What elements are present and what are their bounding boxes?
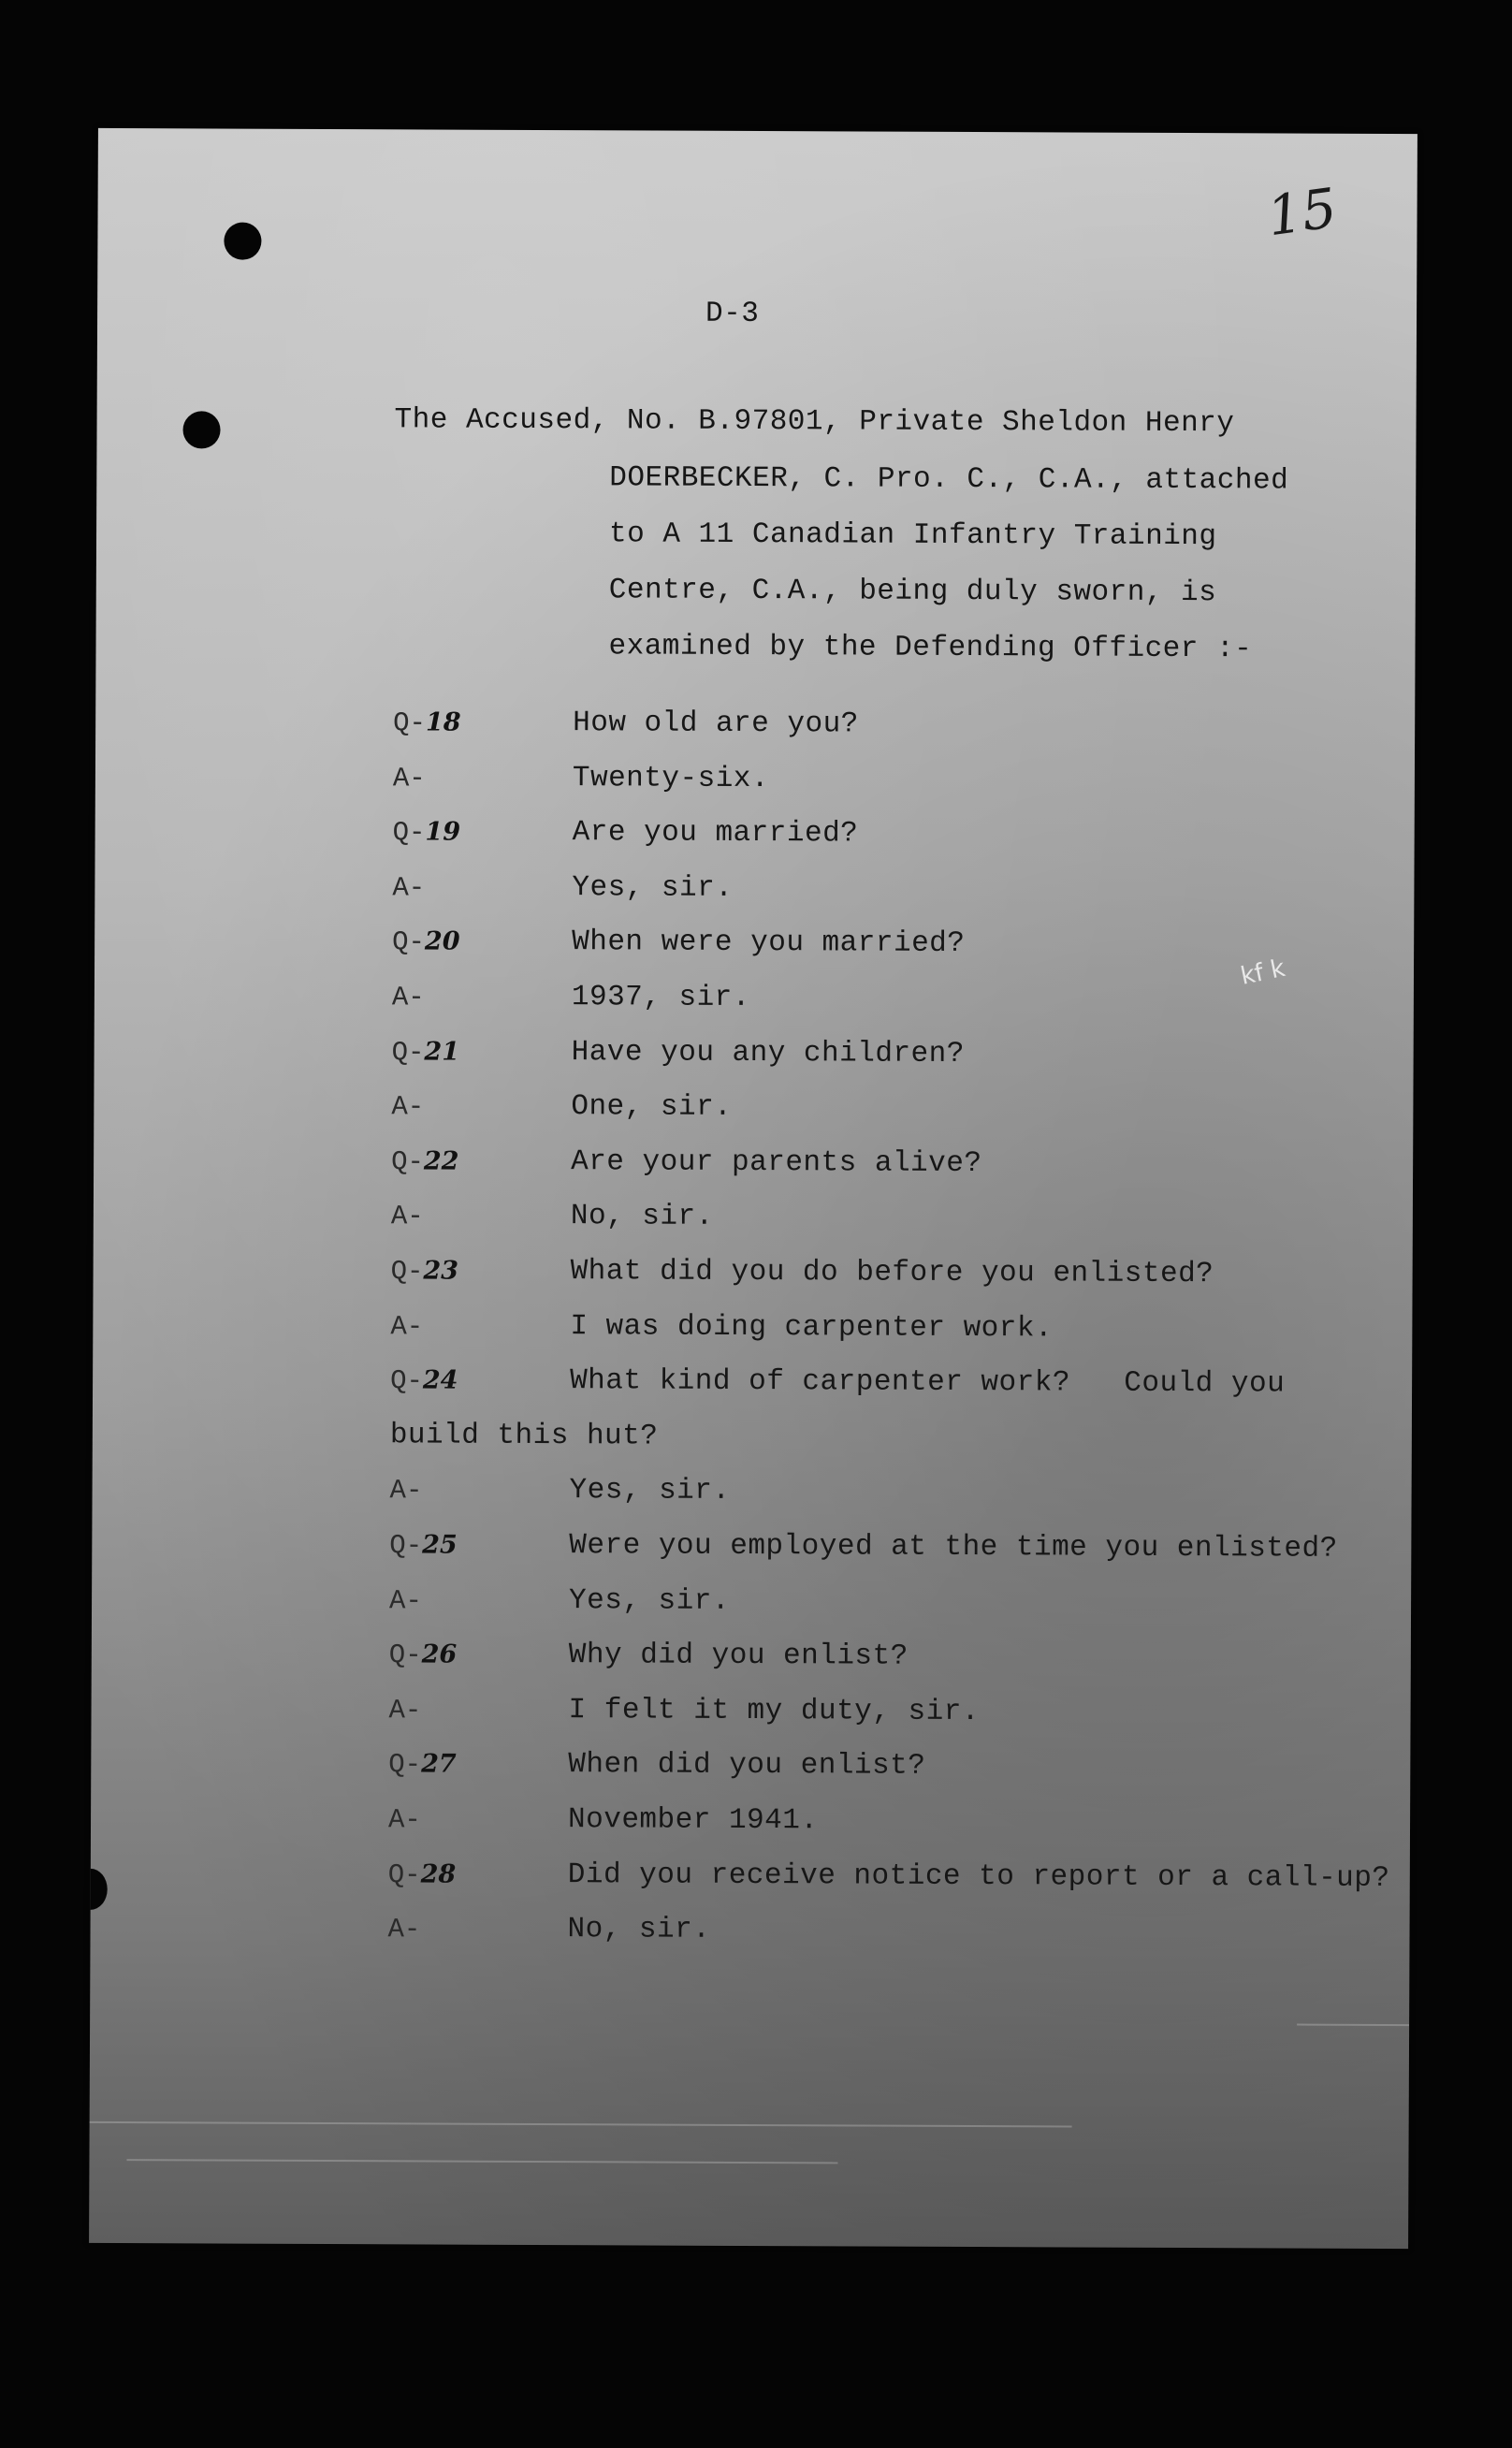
qa-text: Were you employed at the time you enlisted? bbox=[569, 1529, 1338, 1566]
qa-label: Q-26 bbox=[388, 1639, 458, 1671]
qa-text: One, sir. bbox=[571, 1090, 733, 1124]
qa-text-continuation: build this hut? bbox=[389, 1419, 659, 1453]
qa-label: Q-18 bbox=[393, 707, 461, 739]
handwritten-question-number: 27 bbox=[421, 1749, 457, 1779]
qa-label: Q-19 bbox=[392, 817, 461, 849]
handwritten-question-number: 23 bbox=[423, 1256, 459, 1286]
punch-hole bbox=[224, 223, 261, 260]
scan-streak bbox=[1297, 2024, 1409, 2027]
handwritten-question-number: 19 bbox=[425, 817, 461, 847]
qa-label: A- bbox=[391, 982, 425, 1013]
qa-label: A- bbox=[388, 1695, 422, 1727]
qa-label: A- bbox=[392, 763, 426, 794]
qa-text: Why did you enlist? bbox=[568, 1639, 909, 1673]
handwritten-question-number: 21 bbox=[424, 1037, 460, 1067]
handwritten-question-number: 18 bbox=[425, 707, 461, 737]
qa-text: When did you enlist? bbox=[568, 1748, 926, 1783]
intro-line: to A 11 Canadian Infantry Training bbox=[608, 517, 1217, 554]
qa-label: Q-27 bbox=[388, 1749, 457, 1781]
qa-label: A- bbox=[389, 1585, 422, 1617]
intro-line: The Accused, No. B.97801, Private Sheldon Henry bbox=[394, 403, 1235, 441]
qa-label: Q-20 bbox=[392, 926, 460, 958]
handwritten-question-number: 28 bbox=[420, 1859, 457, 1889]
qa-text: November 1941. bbox=[567, 1803, 819, 1838]
qa-text: Are your parents alive? bbox=[571, 1145, 982, 1181]
qa-text: No, sir. bbox=[570, 1200, 714, 1233]
qa-text: Have you any children? bbox=[571, 1036, 965, 1071]
qa-text: When were you married? bbox=[572, 925, 966, 960]
scan-streak bbox=[90, 2121, 1072, 2128]
handwritten-question-number: 20 bbox=[424, 926, 460, 956]
qa-text: Yes, sir. bbox=[572, 871, 734, 905]
qa-text: Did you receive notice to report or a call-up? bbox=[567, 1858, 1390, 1895]
qa-text: No, sir. bbox=[567, 1913, 711, 1946]
qa-text: What kind of carpenter work? Could you bbox=[570, 1364, 1286, 1401]
qa-label: A- bbox=[387, 1804, 421, 1836]
document-paper bbox=[89, 128, 1418, 2249]
handwritten-question-number: 25 bbox=[422, 1530, 458, 1560]
qa-text: Twenty-six. bbox=[572, 762, 770, 796]
punch-hole bbox=[182, 411, 220, 448]
qa-label: A- bbox=[390, 1201, 424, 1232]
qa-text: I felt it my duty, sir. bbox=[568, 1694, 981, 1729]
intro-line: Centre, C.A., being duly sworn, is bbox=[608, 574, 1217, 610]
qa-text: Are you married? bbox=[572, 816, 859, 851]
qa-text: 1937, sir. bbox=[571, 981, 750, 1014]
intro-line: examined by the Defending Officer :- bbox=[608, 630, 1253, 666]
qa-text: Yes, sir. bbox=[569, 1474, 731, 1508]
qa-text: How old are you? bbox=[573, 707, 859, 741]
qa-label: A- bbox=[390, 1311, 424, 1343]
handwritten-question-number: 22 bbox=[423, 1146, 459, 1176]
intro-line: DOERBECKER, C. Pro. C., C.A., attached bbox=[609, 461, 1289, 498]
handwritten-question-number: 26 bbox=[421, 1639, 458, 1669]
qa-text: I was doing carpenter work. bbox=[570, 1310, 1054, 1346]
punch-hole bbox=[89, 1869, 108, 1910]
qa-label: A- bbox=[387, 1914, 421, 1945]
qa-label: Q-25 bbox=[389, 1530, 458, 1562]
white-stain-mark: kf k bbox=[1238, 954, 1288, 991]
qa-label: Q-21 bbox=[391, 1037, 460, 1069]
qa-label: A- bbox=[392, 872, 426, 904]
qa-label: A- bbox=[389, 1475, 423, 1507]
qa-label: Q-23 bbox=[390, 1256, 459, 1288]
handwritten-question-number: 24 bbox=[422, 1365, 458, 1395]
qa-text: Yes, sir. bbox=[568, 1584, 731, 1618]
qa-label: Q-28 bbox=[387, 1859, 457, 1891]
qa-label: A- bbox=[391, 1091, 425, 1123]
qa-label: Q-22 bbox=[391, 1146, 459, 1178]
qa-label: Q-24 bbox=[390, 1365, 458, 1397]
scan-streak bbox=[126, 2159, 837, 2164]
qa-text: What did you do before you enlisted? bbox=[570, 1255, 1214, 1291]
handwritten-folio-number: 15 bbox=[1263, 175, 1341, 249]
document-id: D-3 bbox=[705, 297, 760, 331]
